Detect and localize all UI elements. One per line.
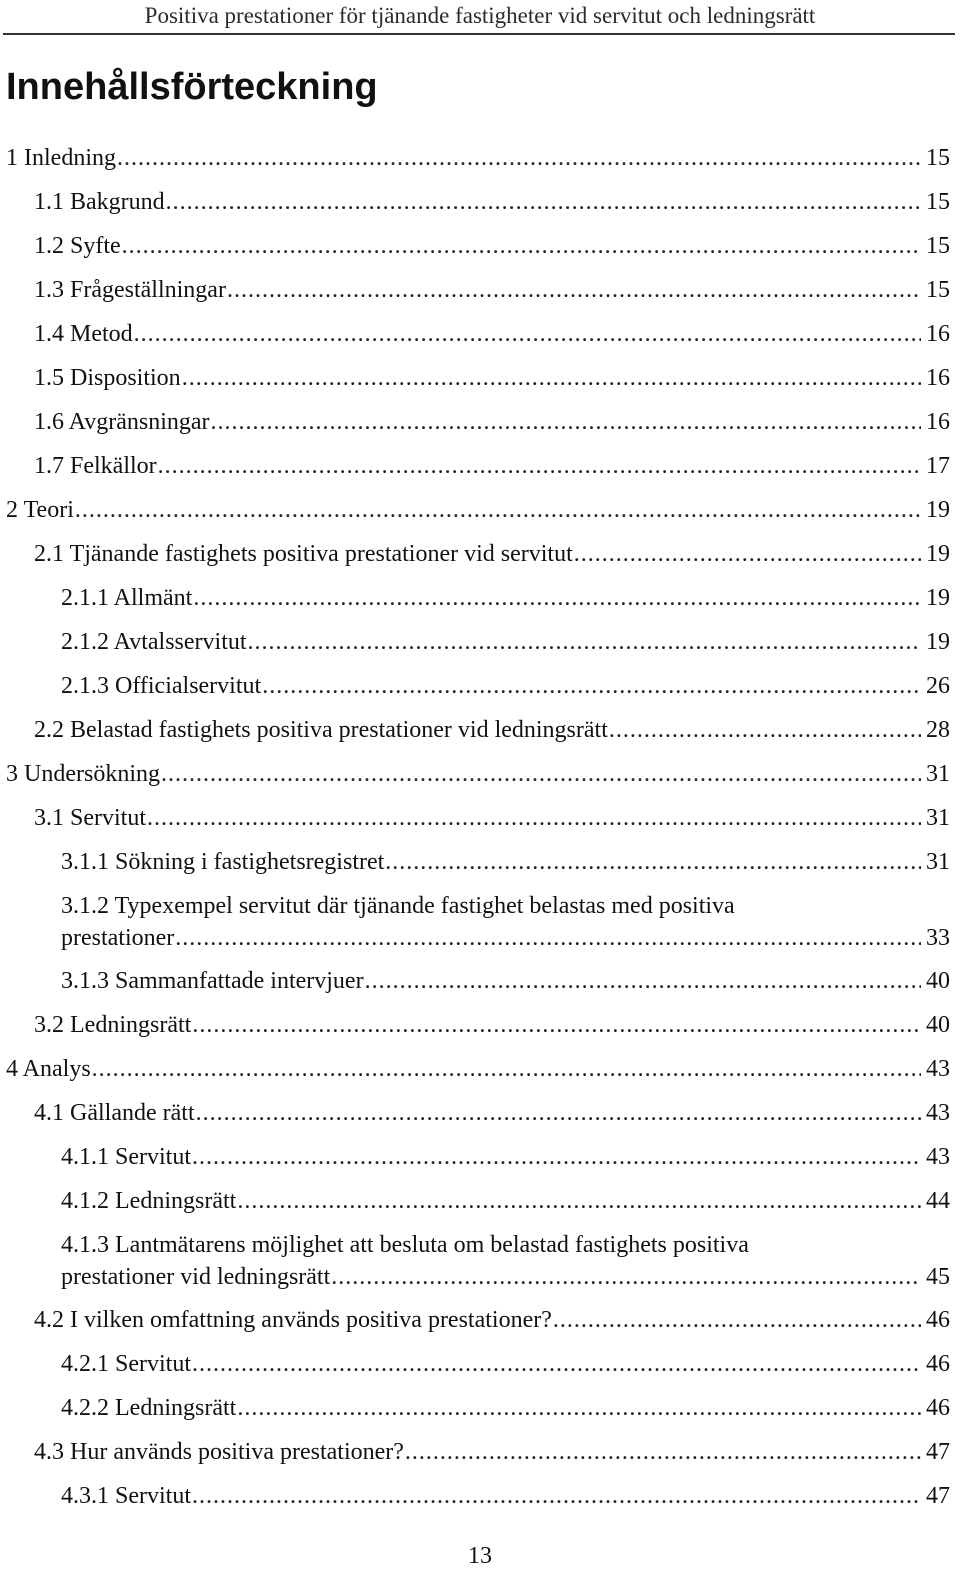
toc-entry-title: 1.2 Syfte	[34, 233, 121, 259]
page-number: 13	[468, 1543, 492, 1569]
toc-entry-3[interactable]	[6, 758, 950, 790]
toc-entry-title: 4.1.2 Ledningsrätt	[61, 1188, 237, 1214]
toc-entry-1-3[interactable]	[34, 274, 950, 306]
dot-leader	[365, 965, 921, 997]
dot-leader	[147, 802, 921, 834]
toc-entry-1-1[interactable]	[34, 186, 950, 218]
toc-entry-1-7[interactable]	[34, 450, 950, 482]
toc-entry-page: 16	[926, 365, 950, 391]
running-header: Positiva prestationer för tjänande fastigheter vid servitut och ledningsrätt	[144, 3, 816, 28]
toc-entry-1-2[interactable]	[34, 230, 950, 262]
toc-entry-page: 46	[926, 1351, 950, 1377]
dot-leader	[117, 142, 921, 174]
toc-entry-title: 4.2.2 Ledningsrätt	[61, 1395, 237, 1421]
toc-entry-2[interactable]	[6, 494, 950, 526]
dot-leader	[196, 1097, 921, 1129]
toc-entry-page: 43	[926, 1056, 950, 1082]
toc-entry-title: 2.1.1 Allmänt	[61, 585, 193, 611]
toc-entry-page: 33	[926, 925, 950, 951]
toc-entry-4-2[interactable]	[34, 1304, 950, 1336]
dot-leader	[175, 922, 921, 954]
toc-entry-page: 40	[926, 1012, 950, 1038]
dot-leader	[182, 362, 921, 394]
toc-entry-page: 28	[926, 717, 950, 743]
toc-entry-page: 31	[926, 805, 950, 831]
toc-entry-4-1[interactable]	[34, 1097, 950, 1129]
toc-entry-4-2-1[interactable]	[61, 1348, 950, 1380]
toc-heading: Innehållsförteckning	[6, 66, 378, 108]
dot-leader	[237, 1392, 921, 1424]
dot-leader	[248, 626, 921, 658]
toc-entry-1[interactable]	[6, 142, 950, 174]
toc-entry-1-4[interactable]	[34, 318, 950, 350]
toc-entry-page: 40	[926, 968, 950, 994]
toc-entry-3-1[interactable]	[34, 802, 950, 834]
toc-entry-title: 3.1 Servitut	[34, 805, 146, 831]
toc-entry-3-1-2[interactable]	[61, 890, 950, 954]
dot-leader	[122, 230, 921, 262]
toc-entry-page: 17	[926, 453, 950, 479]
dot-leader	[75, 494, 921, 526]
toc-entry-title: 1 Inledning	[6, 145, 116, 171]
toc-entry-page: 16	[926, 409, 950, 435]
dot-leader	[193, 582, 921, 614]
toc-entry-4-1-1[interactable]	[61, 1141, 950, 1173]
toc-entry-title: 2.1 Tjänande fastighets positiva prestationer vid servitut	[34, 541, 573, 567]
toc-entry-3-2[interactable]	[34, 1009, 950, 1041]
dot-leader	[385, 846, 921, 878]
toc-entry-title: 3.1.2 Typexempel servitut där tjänande fastighet belastas med positiva	[61, 893, 735, 919]
toc-entry-4-2-2[interactable]	[61, 1392, 950, 1424]
toc-entry-title: 1.3 Frågeställningar	[34, 277, 226, 303]
toc-entry-title: 2.1.3 Officialservitut	[61, 673, 262, 699]
toc-entry-title-continued: prestationer vid ledningsrätt	[61, 1264, 331, 1290]
toc-entry-title: 3.1.1 Sökning i fastighetsregistret	[61, 849, 385, 875]
toc-entry-page: 45	[926, 1264, 950, 1290]
toc-entry-title: 1.5 Disposition	[34, 365, 181, 391]
toc-entry-title: 2.2 Belastad fastighets positiva prestationer vid ledningsrätt	[34, 717, 608, 743]
dot-leader	[192, 1009, 921, 1041]
toc-entry-title: 4 Analys	[6, 1056, 91, 1082]
toc-entry-title: 4.3 Hur används positiva prestationer?	[34, 1439, 404, 1465]
toc-entry-4-1-3[interactable]	[61, 1229, 950, 1293]
toc-entry-title: 2 Teori	[6, 497, 74, 523]
dot-leader	[134, 318, 921, 350]
toc-entry-title: 4.2 I vilken omfattning används positiva prestationer?	[34, 1307, 552, 1333]
dot-leader	[211, 406, 921, 438]
toc-entry-3-1-1[interactable]	[61, 846, 950, 878]
toc-entry-page: 15	[926, 233, 950, 259]
toc-entry-title: 4.1 Gällande rätt	[34, 1100, 195, 1126]
dot-leader	[227, 274, 921, 306]
dot-leader	[553, 1304, 921, 1336]
toc-entry-2-1-3[interactable]	[61, 670, 950, 702]
toc-entry-4[interactable]	[6, 1053, 950, 1085]
toc-entry-page: 31	[926, 761, 950, 787]
toc-entry-page: 47	[926, 1483, 950, 1509]
dot-leader	[405, 1436, 921, 1468]
toc-entry-page: 31	[926, 849, 950, 875]
toc-entry-title: 4.1.1 Servitut	[61, 1144, 191, 1170]
toc-entry-page: 44	[926, 1188, 950, 1214]
toc-entry-page: 16	[926, 321, 950, 347]
toc-entry-title: 1.6 Avgränsningar	[34, 409, 210, 435]
toc-entry-page: 19	[926, 541, 950, 567]
toc-entry-title: 1.7 Felkällor	[34, 453, 157, 479]
toc-entry-title: 1.1 Bakgrund	[34, 189, 165, 215]
toc-entry-2-1-2[interactable]	[61, 626, 950, 658]
toc-entry-title: 4.1.3 Lantmätarens möjlighet att besluta om belastad fastighets positiva	[61, 1232, 749, 1258]
toc-entry-title: 1.4 Metod	[34, 321, 133, 347]
dot-leader	[609, 714, 921, 746]
toc-entry-page: 19	[926, 585, 950, 611]
toc-entry-page: 15	[926, 145, 950, 171]
toc-entry-1-6[interactable]	[34, 406, 950, 438]
toc-entry-title: 2.1.2 Avtalsservitut	[61, 629, 247, 655]
toc-entry-title: 4.3.1 Servitut	[61, 1483, 191, 1509]
toc-entry-4-3[interactable]	[34, 1436, 950, 1468]
toc-entry-page: 15	[926, 277, 950, 303]
toc-entry-2-1[interactable]	[34, 538, 950, 570]
toc-entry-2-1-1[interactable]	[61, 582, 950, 614]
dot-leader	[158, 450, 921, 482]
dot-leader	[166, 186, 921, 218]
toc-entry-page: 46	[926, 1395, 950, 1421]
toc-entry-page: 43	[926, 1100, 950, 1126]
dot-leader	[192, 1141, 921, 1173]
toc-entry-title: 3.2 Ledningsrätt	[34, 1012, 192, 1038]
toc-entry-page: 46	[926, 1307, 950, 1333]
toc-entry-4-1-2[interactable]	[61, 1185, 950, 1217]
toc-entry-title: 3 Undersökning	[6, 761, 160, 787]
toc-entry-page: 47	[926, 1439, 950, 1465]
dot-leader	[92, 1053, 921, 1085]
dot-leader	[161, 758, 921, 790]
toc-entry-title: 3.1.3 Sammanfattade intervjuer	[61, 968, 364, 994]
toc-entry-4-3-1[interactable]	[61, 1480, 950, 1512]
dot-leader	[192, 1348, 921, 1380]
toc-entry-page: 26	[926, 673, 950, 699]
toc-entry-page: 43	[926, 1144, 950, 1170]
toc-entry-3-1-3[interactable]	[61, 965, 950, 997]
toc-entry-2-2[interactable]	[34, 714, 950, 746]
dot-leader	[262, 670, 921, 702]
dot-leader	[237, 1185, 921, 1217]
dot-leader	[574, 538, 921, 570]
dot-leader	[331, 1261, 921, 1293]
toc-entry-1-5[interactable]	[34, 362, 950, 394]
toc-entry-title-continued: prestationer	[61, 925, 175, 951]
toc-entry-page: 15	[926, 189, 950, 215]
toc-entry-title: 4.2.1 Servitut	[61, 1351, 191, 1377]
dot-leader	[192, 1480, 921, 1512]
toc-entry-page: 19	[926, 497, 950, 523]
toc-entry-page: 19	[926, 629, 950, 655]
